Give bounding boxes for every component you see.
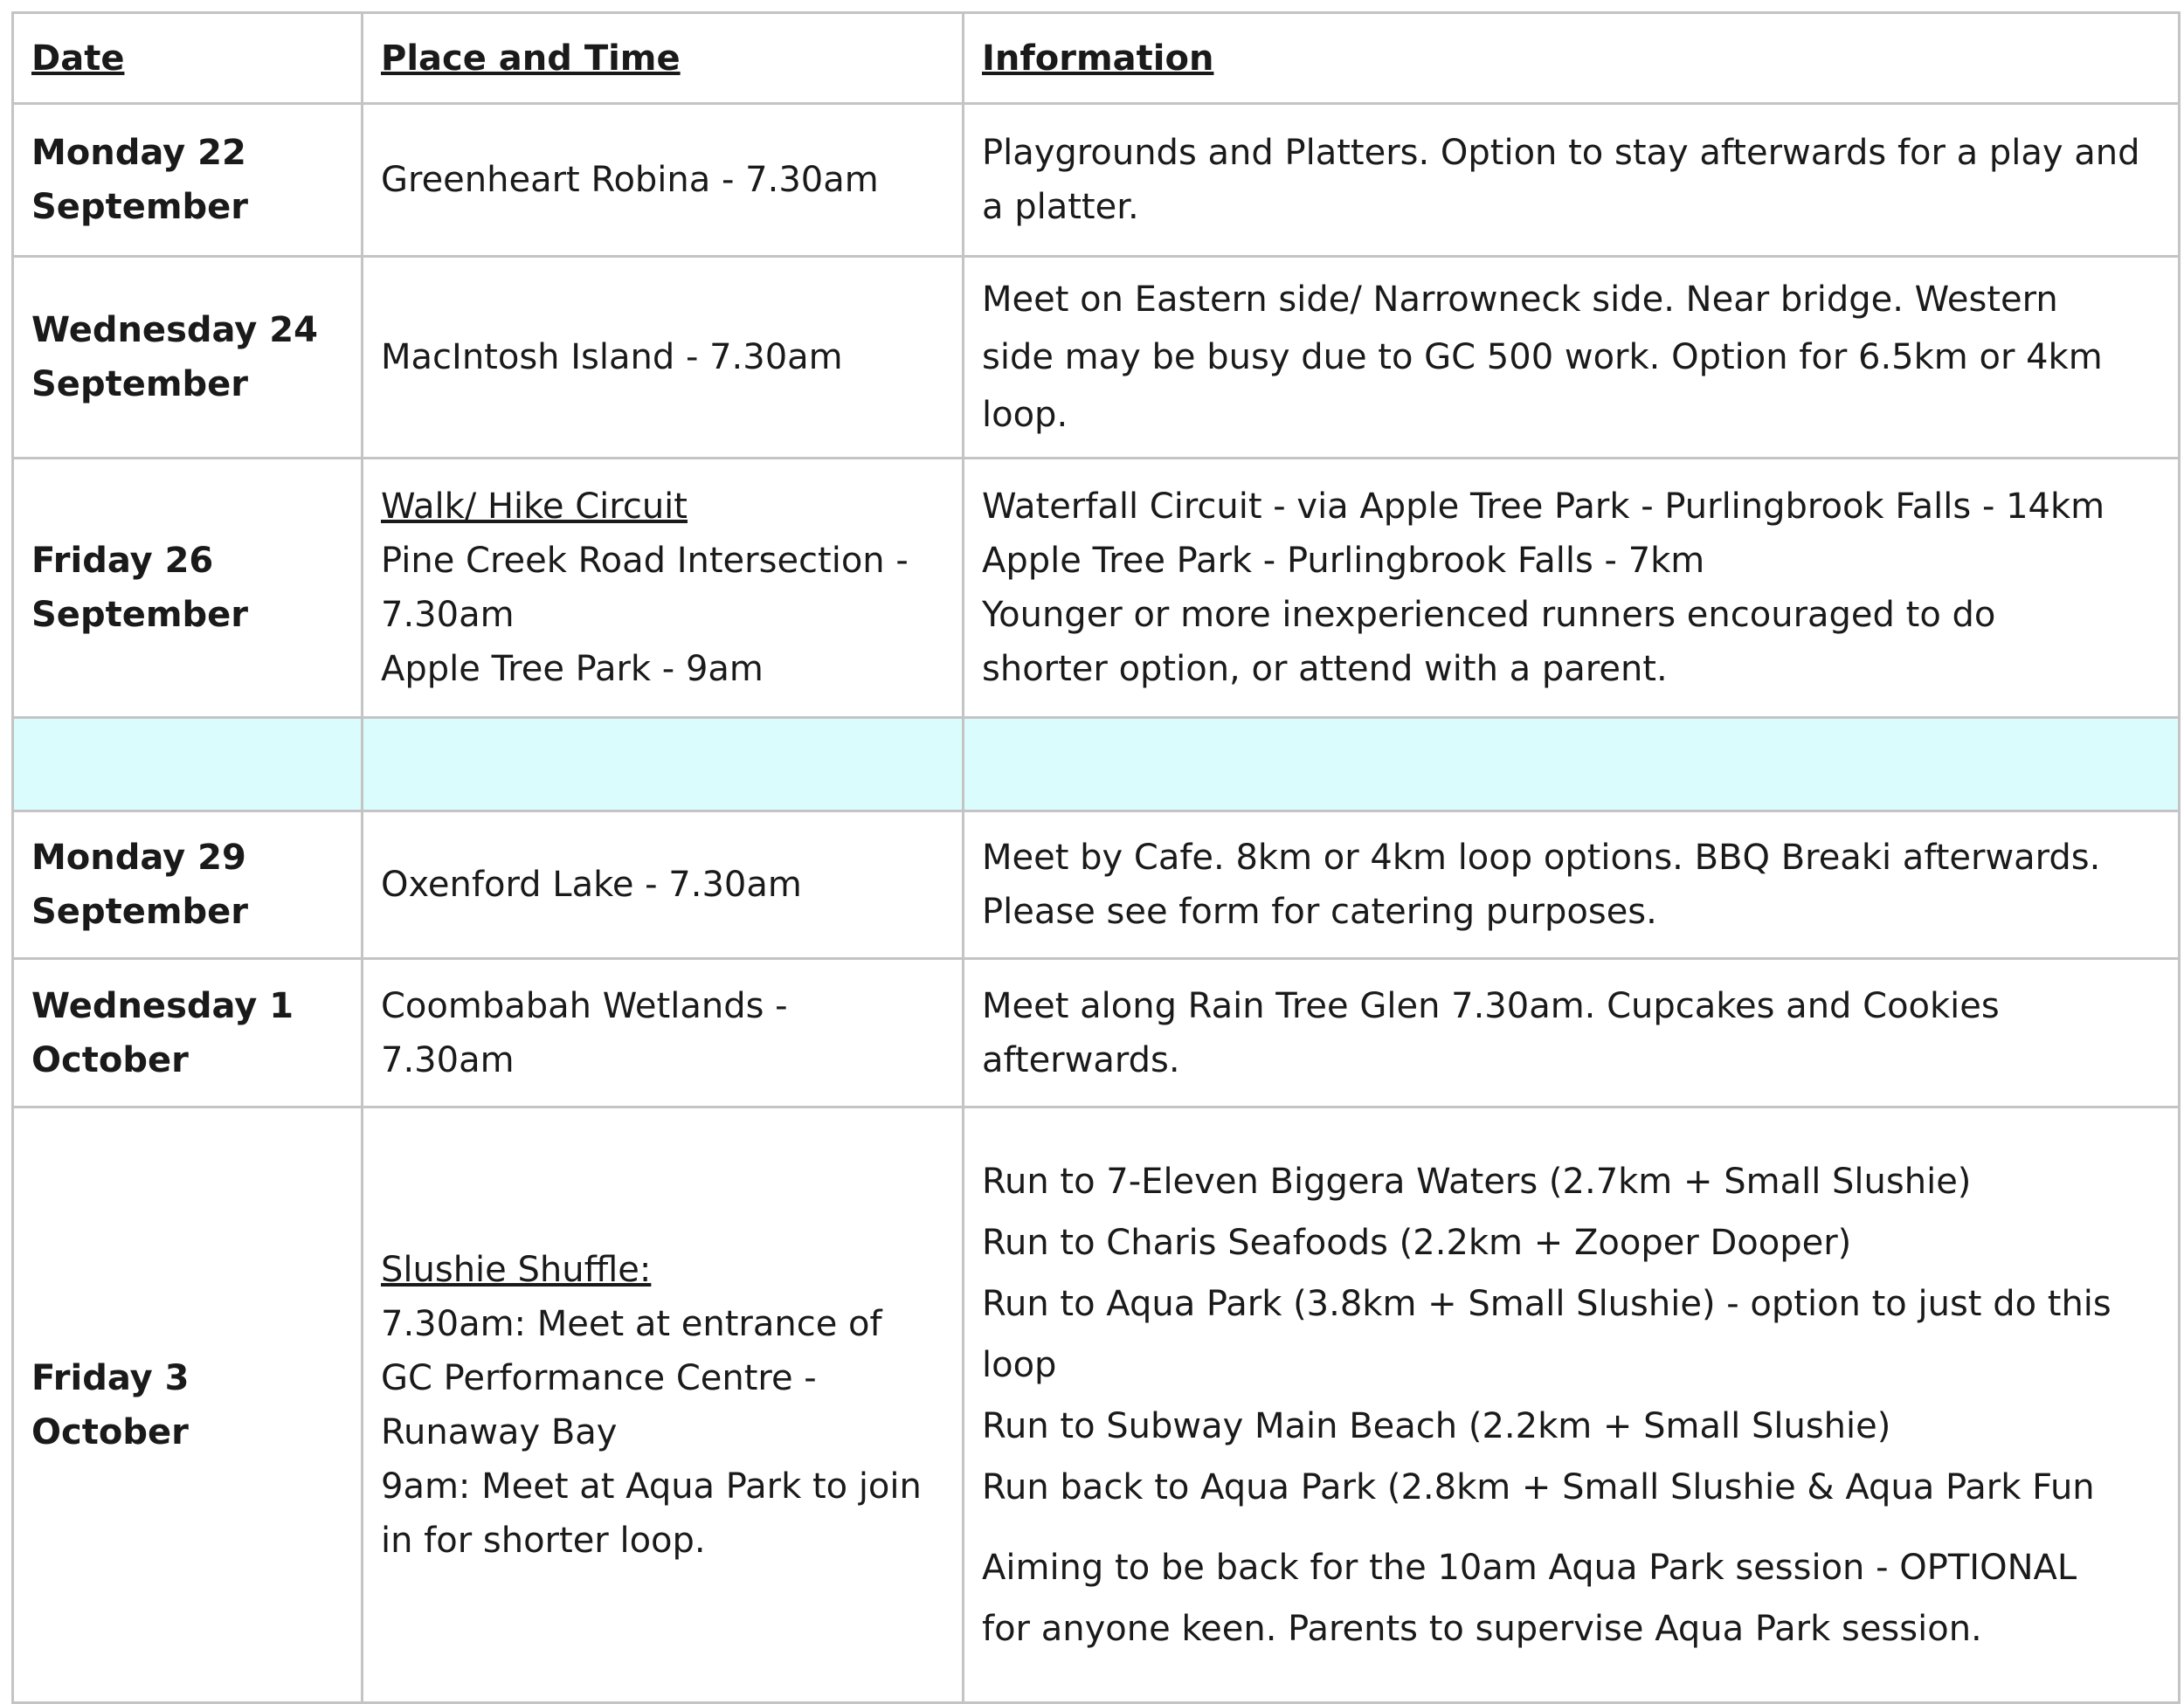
empty-cell xyxy=(13,718,363,811)
header-place-and-time: Place and Time xyxy=(363,13,964,104)
date-line: September xyxy=(31,595,248,635)
date-line: September xyxy=(31,892,248,932)
place-cell xyxy=(363,959,964,1107)
info-line: Run to Subway Main Beach (2.2km + Small Slushie) xyxy=(982,1405,1891,1446)
place-cell xyxy=(363,811,964,959)
date-line: September xyxy=(31,187,248,227)
info-line: afterwards. xyxy=(982,1039,1180,1080)
date-line: Wednesday 24 xyxy=(31,310,318,350)
info-line: side may be busy due to GC 500 work. Option for 6.5km or 4km xyxy=(982,337,2103,377)
date-line: Monday 22 xyxy=(31,133,246,173)
place-line: MacIntosh Island - 7.30am xyxy=(381,337,843,377)
place-line: in for shorter loop. xyxy=(381,1520,706,1561)
date-cell xyxy=(13,104,363,257)
place-line: Pine Creek Road Intersection - xyxy=(381,541,909,581)
schedule-table xyxy=(11,11,2181,1704)
date-cell xyxy=(13,459,363,718)
schedule-sheet xyxy=(11,11,2178,1701)
info-line: Meet along Rain Tree Glen 7.30am. Cupcakes and Cookies xyxy=(982,985,2000,1026)
info-line: loop xyxy=(982,1344,1057,1385)
table-row xyxy=(13,257,2180,459)
date-cell xyxy=(13,1107,363,1703)
info-line: Waterfall Circuit - via Apple Tree Park - Purlingbrook Falls - 14km xyxy=(982,486,2105,527)
info-cell xyxy=(964,104,2180,257)
date-line: Friday 26 xyxy=(31,541,214,581)
date-cell xyxy=(13,959,363,1107)
place-line: Apple Tree Park - 9am xyxy=(381,649,764,689)
place-heading: Slushie Shuffle: xyxy=(381,1249,652,1290)
info-cell xyxy=(964,1107,2180,1703)
place-cell xyxy=(363,257,964,459)
table-row xyxy=(13,959,2180,1107)
place-cell xyxy=(363,1107,964,1703)
place-line: Runaway Bay xyxy=(381,1411,618,1452)
place-cell xyxy=(363,104,964,257)
info-line: Run back to Aqua Park (2.8km + Small Slushie & Aqua Park Fun xyxy=(982,1466,2095,1507)
place-line: GC Performance Centre - xyxy=(381,1357,817,1398)
date-line: September xyxy=(31,364,248,404)
info-line: Meet by Cafe. 8km or 4km loop options. BBQ Breaki afterwards. xyxy=(982,838,2101,878)
date-line: Monday 29 xyxy=(31,838,246,878)
header-row xyxy=(13,13,2180,104)
place-line: 7.30am xyxy=(381,595,515,635)
empty-cell xyxy=(964,718,2180,811)
info-cell xyxy=(964,257,2180,459)
info-cell xyxy=(964,959,2180,1107)
place-line: Oxenford Lake - 7.30am xyxy=(381,865,802,905)
info-line: Apple Tree Park - Purlingbrook Falls - 7km xyxy=(982,541,1705,581)
info-cell xyxy=(964,459,2180,718)
header-date: Date xyxy=(13,13,363,104)
place-line: Coombabah Wetlands - xyxy=(381,985,788,1026)
info-line: shorter option, or attend with a parent. xyxy=(982,649,1668,689)
place-cell xyxy=(363,459,964,718)
table-row xyxy=(13,104,2180,257)
place-line: Greenheart Robina - 7.30am xyxy=(381,160,879,200)
date-line: Wednesday 1 xyxy=(31,985,294,1026)
info-line: Run to Charis Seafoods (2.2km + Zooper Dooper) xyxy=(982,1222,1852,1263)
date-cell xyxy=(13,257,363,459)
info-line: Run to 7-Eleven Biggera Waters (2.7km + Small Slushie) xyxy=(982,1161,1972,1202)
info-note-line: Aiming to be back for the 10am Aqua Park session - OPTIONAL xyxy=(982,1547,2077,1588)
empty-cell xyxy=(363,718,964,811)
info-note-line: for anyone keen. Parents to supervise Aqua Park session. xyxy=(982,1608,1982,1649)
info-line: a platter. xyxy=(982,187,1139,227)
date-line: October xyxy=(31,1411,189,1452)
info-line: Please see form for catering purposes. xyxy=(982,892,1657,932)
info-line: Younger or more inexperienced runners encouraged to do xyxy=(982,595,1996,635)
table-row xyxy=(13,1107,2180,1703)
info-line: Run to Aqua Park (3.8km + Small Slushie) - option to just do this xyxy=(982,1283,2111,1324)
place-heading: Walk/ Hike Circuit xyxy=(381,486,688,527)
header-information: Information xyxy=(964,13,2180,104)
info-cell xyxy=(964,811,2180,959)
date-cell xyxy=(13,811,363,959)
spacer-row xyxy=(13,718,2180,811)
info-line: Playgrounds and Platters. Option to stay afterwards for a play and xyxy=(982,133,2140,173)
info-line: loop. xyxy=(982,395,1068,435)
date-line: October xyxy=(31,1039,189,1080)
info-line: Meet on Eastern side/ Narrowneck side. Near bridge. Western xyxy=(982,279,2058,320)
place-line: 9am: Meet at Aqua Park to join xyxy=(381,1466,922,1507)
place-line: 7.30am: Meet at entrance of xyxy=(381,1303,882,1344)
date-line: Friday 3 xyxy=(31,1357,190,1398)
table-row xyxy=(13,459,2180,718)
place-line: 7.30am xyxy=(381,1039,515,1080)
table-row xyxy=(13,811,2180,959)
paragraph-gap xyxy=(982,1518,2160,1537)
